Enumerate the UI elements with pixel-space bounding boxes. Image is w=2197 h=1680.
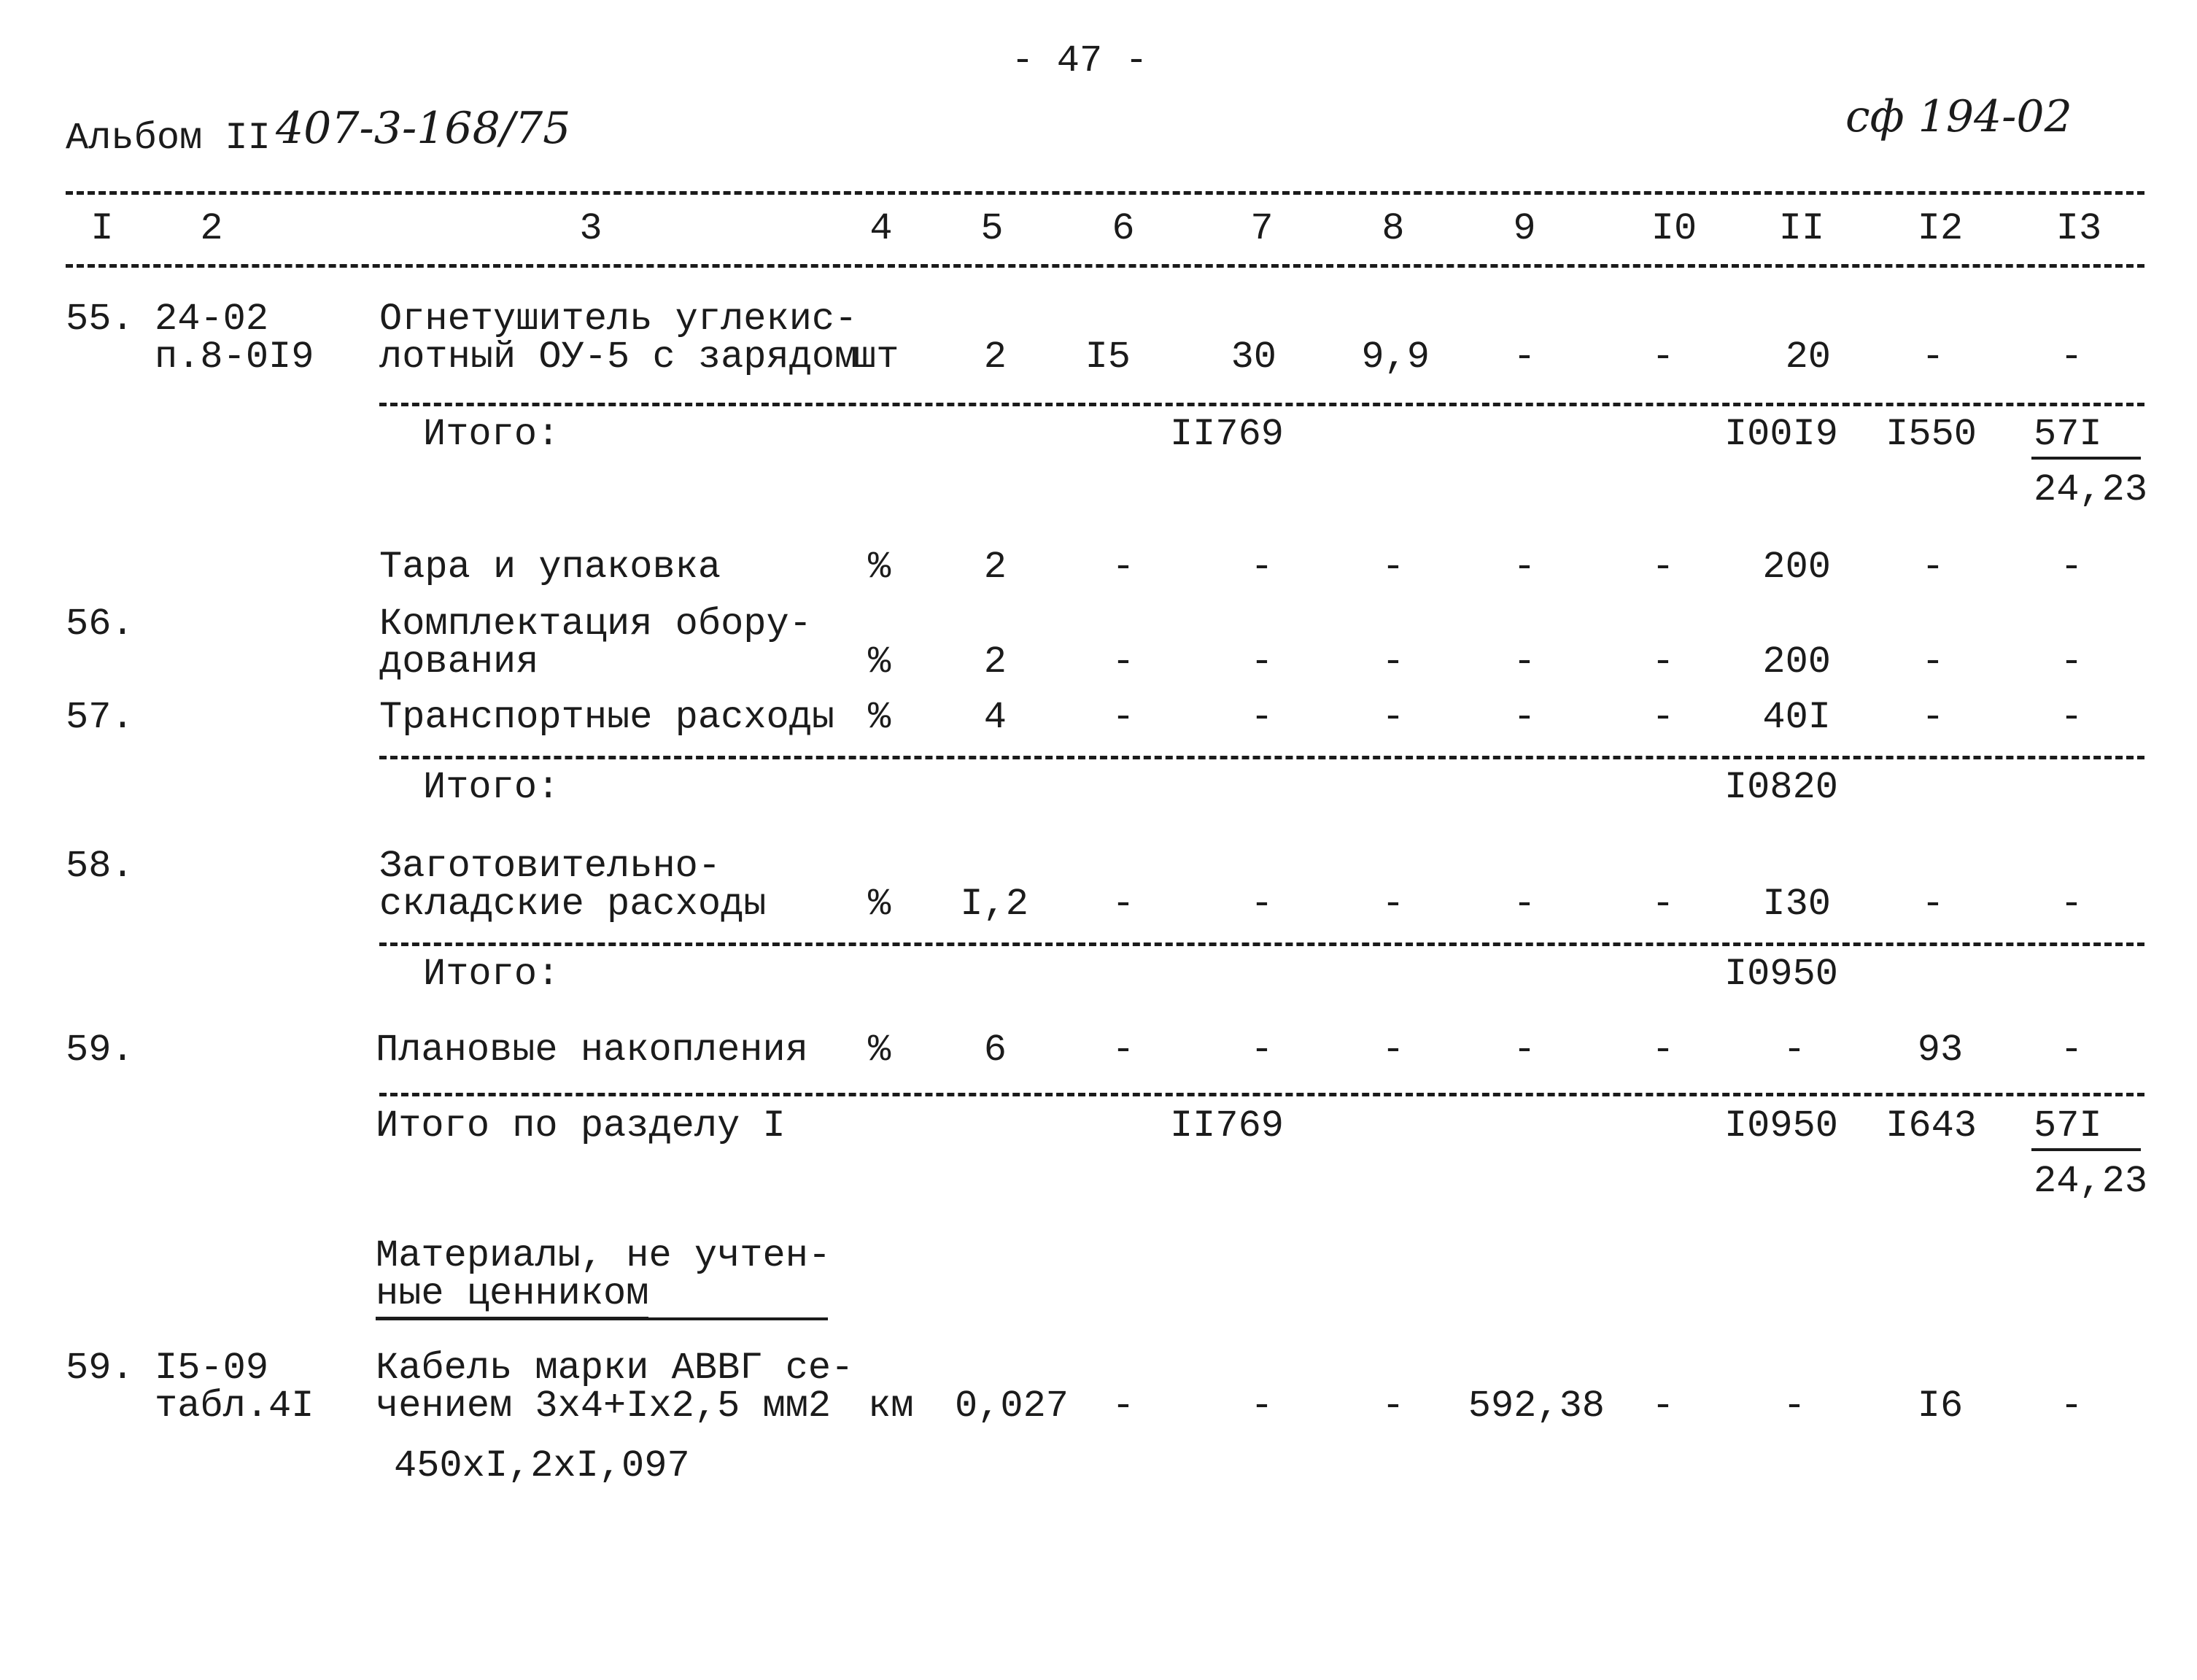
row-59-col12: 93 — [1917, 1029, 1964, 1072]
row-55-divider — [379, 403, 2144, 406]
subtotal-1-col13-bottom: 24,23 — [2034, 468, 2148, 511]
row-59b-name-cont: чением 3х4+Iх2,5 мм2 — [376, 1385, 832, 1428]
row-56-col13: - — [2060, 640, 2083, 684]
col-header-7: 7 — [1250, 207, 1274, 250]
section-total-col12: I643 — [1886, 1104, 1977, 1147]
row-57-name: Транспортные расходы — [379, 696, 835, 739]
tara-col7: - — [1250, 546, 1274, 589]
row-59b-col11: - — [1783, 1385, 1806, 1428]
tara-col8: - — [1382, 546, 1405, 589]
row-57-col7: - — [1250, 696, 1274, 739]
col-header-10: I0 — [1651, 207, 1697, 250]
row-57-col12: - — [1921, 696, 1945, 739]
row-55-col9: - — [1513, 336, 1536, 379]
row-58-col5: I,2 — [960, 883, 1028, 926]
col-header-11: II — [1778, 207, 1825, 250]
tara-col11: 200 — [1762, 546, 1831, 589]
row-55-col10: - — [1651, 336, 1675, 379]
row-59b-col8: - — [1382, 1385, 1405, 1428]
tara-col5: 2 — [983, 546, 1007, 589]
section-total-col11: I0950 — [1724, 1104, 1838, 1147]
section-total-col13-top: 57I — [2034, 1104, 2102, 1147]
row-59b-number: 59. — [66, 1347, 134, 1390]
row-57-col6: - — [1112, 696, 1135, 739]
row-57-col13: - — [2060, 696, 2083, 739]
col-header-8: 8 — [1382, 207, 1405, 250]
row-56-col7: - — [1250, 640, 1274, 684]
row-58-name: Заготовительно- — [379, 845, 721, 888]
subtotal-3-label: Итого: — [423, 953, 560, 996]
tara-name: Тара и упаковка — [379, 546, 721, 589]
materials-heading: Материалы, не учтен- — [376, 1234, 832, 1277]
row-58-col9: - — [1513, 883, 1536, 926]
row-59b-name: Кабель марки АВВГ се- — [376, 1347, 854, 1390]
subtotal-2-label: Итого: — [423, 766, 560, 809]
row-59-col6: - — [1112, 1029, 1135, 1072]
tara-col6: - — [1112, 546, 1135, 589]
section-total-col7: II769 — [1169, 1104, 1284, 1147]
subtotal-2-col11: I0820 — [1724, 766, 1838, 809]
subtotal-1-col12: I550 — [1886, 413, 1977, 456]
row-55-code: 24-02 — [155, 298, 269, 341]
col-header-2: 2 — [200, 207, 223, 250]
row-59-col9: - — [1513, 1029, 1536, 1072]
section-total-col13-fraction-line — [2031, 1148, 2141, 1151]
row-56-unit: % — [868, 640, 891, 684]
row-59-col5: 6 — [983, 1029, 1007, 1072]
row-56-col6: - — [1112, 640, 1135, 684]
row-55-col13: - — [2060, 336, 2083, 379]
row-59b-col6: - — [1112, 1385, 1135, 1428]
row-59-col11: - — [1783, 1029, 1806, 1072]
sheet-code: сф 194-02 — [1845, 91, 2072, 142]
header-bottom-line — [66, 264, 2144, 268]
tara-col10: - — [1651, 546, 1675, 589]
col-header-13: I3 — [2055, 207, 2102, 250]
tara-col9: - — [1513, 546, 1536, 589]
section-total-label: Итого по разделу I — [376, 1104, 786, 1147]
row-58-number: 58. — [66, 845, 134, 888]
row-59b-code: I5-09 — [155, 1347, 269, 1390]
row-59b-unit: км — [868, 1385, 914, 1428]
row-59b-col12: I6 — [1917, 1385, 1964, 1428]
col-header-3: 3 — [579, 207, 602, 250]
row-59-number: 59. — [66, 1029, 134, 1072]
row-55-col11: 20 — [1785, 336, 1831, 379]
tara-col12: - — [1921, 546, 1945, 589]
tara-unit: % — [868, 546, 891, 589]
row-59-unit: % — [868, 1029, 891, 1072]
subtotal-1-col11: I00I9 — [1724, 413, 1838, 456]
row-58-col6: - — [1112, 883, 1135, 926]
page-number: - 47 - — [1011, 39, 1148, 82]
row-59b-col5: 0,027 — [954, 1385, 1069, 1428]
row-55-col12: - — [1921, 336, 1945, 379]
row-57-col5: 4 — [983, 696, 1007, 739]
row-57-divider — [379, 756, 2144, 759]
col-header-4: 4 — [869, 207, 893, 250]
col-header-5: 5 — [980, 207, 1004, 250]
row-55-col8: 9,9 — [1361, 336, 1430, 379]
row-57-number: 57. — [66, 696, 134, 739]
section-total-col13-bottom: 24,23 — [2034, 1160, 2148, 1203]
row-56-name: Комплектация обору- — [379, 603, 812, 646]
materials-heading-underline — [376, 1317, 828, 1320]
row-58-col7: - — [1250, 883, 1274, 926]
col-header-12: I2 — [1917, 207, 1964, 250]
row-58-unit: % — [868, 883, 891, 926]
row-56-col11: 200 — [1762, 640, 1831, 684]
row-56-col5: 2 — [983, 640, 1007, 684]
row-57-unit: % — [868, 696, 891, 739]
row-58-col8: - — [1382, 883, 1405, 926]
row-59b-col10: - — [1651, 1385, 1675, 1428]
row-59-divider — [379, 1093, 2144, 1096]
col-header-6: 6 — [1112, 207, 1135, 250]
subtotal-3-col11: I0950 — [1724, 953, 1838, 996]
row-59b-col9: 592,38 — [1468, 1385, 1605, 1428]
materials-heading-cont — [376, 1274, 648, 1315]
subtotal-1-col7: II769 — [1169, 413, 1284, 456]
row-59-col7: - — [1250, 1029, 1274, 1072]
row-55-number: 55. — [66, 298, 134, 341]
row-59-name: Плановые накопления — [376, 1029, 808, 1072]
subtotal-1-col13-fraction-line — [2031, 457, 2141, 460]
row-57-col9: - — [1513, 696, 1536, 739]
row-58-col13: - — [2060, 883, 2083, 926]
album-code: 407-3-168/75 — [276, 103, 571, 154]
row-58-divider — [379, 942, 2144, 946]
row-59-col8: - — [1382, 1029, 1405, 1072]
row-56-name-cont: дования — [379, 640, 539, 684]
row-55-unit: шт — [853, 336, 899, 379]
row-55-col6: I5 — [1085, 336, 1131, 379]
row-57-col11: 40I — [1762, 696, 1831, 739]
row-56-col10: - — [1651, 640, 1675, 684]
row-58-name-cont: складские расходы — [379, 883, 767, 926]
row-58-col10: - — [1651, 883, 1675, 926]
subtotal-1-label: Итого: — [423, 413, 560, 456]
album-label: Альбом II — [66, 117, 271, 160]
row-56-col8: - — [1382, 640, 1405, 684]
row-55-col5: 2 — [983, 336, 1007, 379]
row-59b-code-ref: табл.4I — [155, 1385, 314, 1428]
row-55-name: Огнетушитель углекис- — [379, 298, 858, 341]
row-58-col12: - — [1921, 883, 1945, 926]
row-59-col10: - — [1651, 1029, 1675, 1072]
row-57-col10: - — [1651, 696, 1675, 739]
row-57-col8: - — [1382, 696, 1405, 739]
row-56-number: 56. — [66, 603, 134, 646]
row-55-code-ref: п.8-0I9 — [155, 336, 314, 379]
row-56-col9: - — [1513, 640, 1536, 684]
header-top-line — [66, 191, 2144, 195]
row-56-col12: - — [1921, 640, 1945, 684]
row-55-name-cont: лотный ОУ-5 с зарядом — [379, 336, 858, 379]
materials-heading-underlined: ные ценником — [376, 1272, 648, 1320]
row-59b-calculation: 450хI,2хI,097 — [394, 1444, 690, 1487]
row-59b-col13: - — [2060, 1385, 2083, 1428]
subtotal-1-col13-top: 57I — [2034, 413, 2102, 456]
row-59b-col7: - — [1250, 1385, 1274, 1428]
row-59-col13: - — [2060, 1029, 2083, 1072]
col-header-1: I — [90, 207, 114, 250]
tara-col13: - — [2060, 546, 2083, 589]
col-header-9: 9 — [1513, 207, 1536, 250]
row-55-col7: 30 — [1231, 336, 1276, 379]
row-58-col11: I30 — [1762, 883, 1831, 926]
